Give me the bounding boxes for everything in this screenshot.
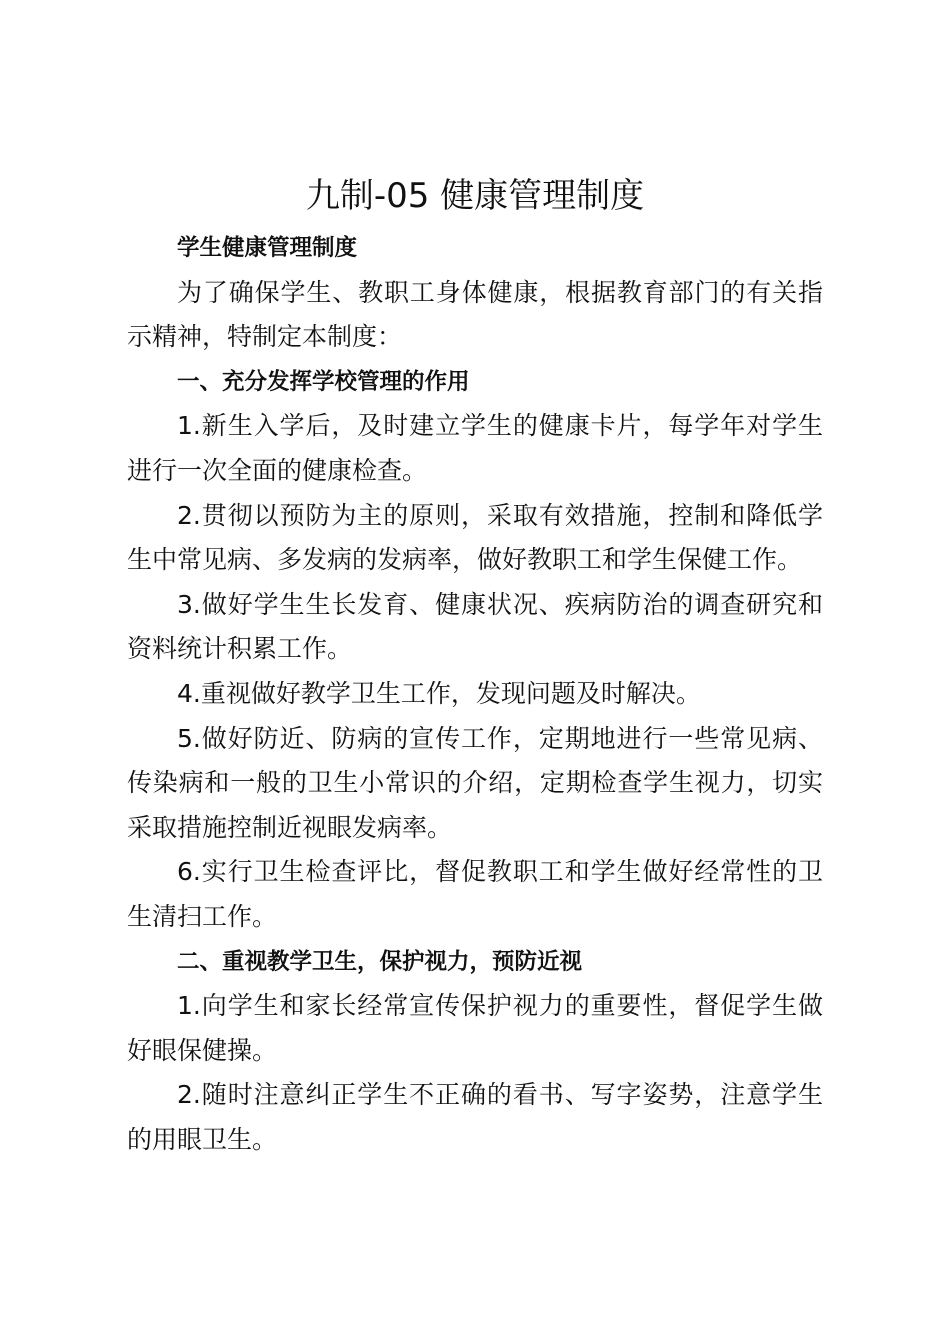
section-1-item-2: 2.贯彻以预防为主的原则，采取有效措施，控制和降低学生中常见病、多发病的发病率，做好教职工和学生保健工作。 — [127, 500, 823, 575]
document-subtitle: 学生健康管理制度 — [177, 235, 358, 261]
section-1-item-3: 3.做好学生生长发育、健康状况、疾病防治的调查研究和资料统计积累工作。 — [127, 589, 823, 664]
section-2-heading: 二、重视教学卫生，保护视力，预防近视 — [177, 948, 583, 975]
section-1-item-1: 1.新生入学后，及时建立学生的健康卡片，每学年对学生进行一次全面的健康检查。 — [127, 411, 823, 485]
document-body — [127, 226, 823, 1162]
section-1-item-4: 4.重视做好教学卫生工作，发现问题及时解决。 — [177, 678, 701, 708]
section-2-item-2: 2.随时注意纠正学生不正确的看书、写字姿势，注意学生的用眼卫生。 — [127, 1080, 823, 1154]
section-1-item-6: 6.实行卫生检查评比，督促教职工和学生做好经常性的卫生清扫工作。 — [127, 857, 823, 931]
section-1-item-5: 5.做好防近、防病的宣传工作，定期地进行一些常见病、传染病和一般的卫生小常识的介绍，定期检查学生视力，切实采取措施控制近视眼发病率。 — [127, 723, 823, 842]
intro-paragraph: 为了确保学生、教职工身体健康，根据教育部门的有关指示精神，特制定本制度： — [127, 277, 823, 352]
document-title: 九制-05 健康管理制度 — [305, 176, 645, 216]
section-1-heading: 一、充分发挥学校管理的作用 — [177, 368, 470, 395]
section-2-item-1: 1.向学生和家长经常宣传保护视力的重要性，督促学生做好眼保健操。 — [127, 991, 823, 1065]
